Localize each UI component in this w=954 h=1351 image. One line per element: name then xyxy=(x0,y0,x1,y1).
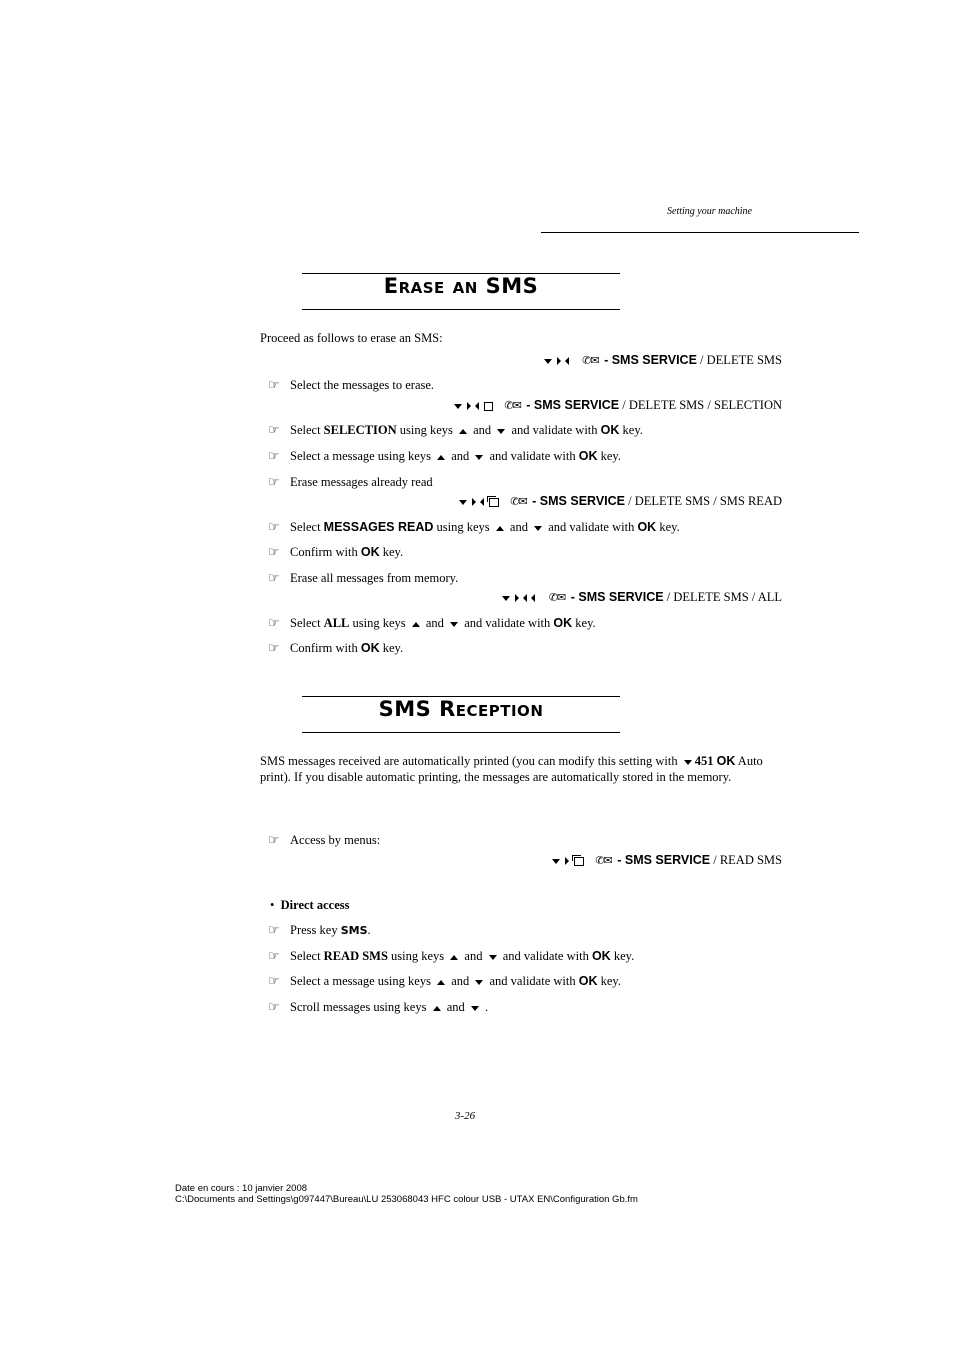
up-arrow-icon xyxy=(459,429,467,434)
section-title-erase: Erase an SMS xyxy=(383,274,539,298)
up-arrow-icon xyxy=(412,622,420,627)
right-arrow-icon xyxy=(515,594,519,602)
menu-path-delete-sms: ✆✉ - SMS SERVICE / DELETE SMS xyxy=(541,352,782,368)
down-arrow-icon xyxy=(684,760,692,765)
sms-service-icon: ✆✉ xyxy=(504,399,521,413)
erase-intro: Proceed as follows to erase an SMS: xyxy=(260,331,443,345)
down-arrow-icon xyxy=(489,955,497,960)
right-arrow-icon xyxy=(467,402,471,410)
right-arrow-icon xyxy=(565,857,569,865)
pointing-hand-icon: ☞ xyxy=(268,423,280,438)
pointing-hand-icon: ☞ xyxy=(268,641,280,656)
up-arrow-icon xyxy=(496,526,504,531)
pointing-hand-icon: ☞ xyxy=(268,949,280,964)
down-arrow-icon xyxy=(454,404,462,409)
down-arrow-icon xyxy=(497,429,505,434)
sms-service-icon: ✆✉ xyxy=(510,495,527,509)
pointing-hand-icon: ☞ xyxy=(268,378,280,393)
pointing-hand-icon: ☞ xyxy=(268,520,280,535)
down-arrow-icon xyxy=(471,1006,479,1011)
sms-service-icon: ✆✉ xyxy=(582,354,599,368)
down-arrow-icon xyxy=(534,526,542,531)
down-arrow-icon xyxy=(552,859,560,864)
menu-path-read-sms: ✆✉ - SMS SERVICE / READ SMS xyxy=(549,852,782,868)
up-arrow-icon xyxy=(437,455,445,460)
step-select-message-2: ☞ Select a message using keys and and validate with OK key. xyxy=(268,974,621,989)
pointing-hand-icon: ☞ xyxy=(268,616,280,631)
section-rule-bottom xyxy=(302,309,620,310)
step-erase-read: ☞ Erase messages already read xyxy=(268,475,433,490)
step-select-read-sms: ☞ Select READ SMS using keys and and validate with OK key. xyxy=(268,949,635,964)
window-icon xyxy=(574,857,584,866)
up-arrow-icon xyxy=(437,980,445,985)
pointing-hand-icon: ☞ xyxy=(268,545,280,560)
menu-path-sms-read: ✆✉ - SMS SERVICE / DELETE SMS / SMS READ xyxy=(456,493,782,509)
right-arrow-icon xyxy=(557,357,561,365)
page-number: 3-26 xyxy=(454,1110,476,1122)
up-arrow-icon xyxy=(433,1006,441,1011)
footer-date: Date en cours : 10 janvier 2008 xyxy=(175,1183,308,1194)
step-press-key: ☞ Press key SMS. xyxy=(268,923,371,938)
sms-service-icon: ✆✉ xyxy=(595,854,612,868)
left-arrow-icon xyxy=(531,594,535,602)
menu-path-all: ✆✉ - SMS SERVICE / DELETE SMS / ALL xyxy=(499,589,782,605)
header-rule xyxy=(541,232,859,233)
bullet-icon: • xyxy=(270,898,281,912)
sms-service-icon: ✆✉ xyxy=(548,591,566,605)
left-arrow-icon xyxy=(565,357,569,365)
step-select-all: ☞ Select ALL using keys and and validate with OK key. xyxy=(268,616,596,631)
down-arrow-icon xyxy=(450,622,458,627)
pointing-hand-icon: ☞ xyxy=(268,449,280,464)
reception-paragraph: SMS messages received are automatically printed (you can modify this setting with 451 OK Auto print). If you disable automatic printing, the messages are automatically stored in the memory. xyxy=(260,754,763,784)
square-icon xyxy=(484,402,493,411)
down-arrow-icon xyxy=(502,596,510,601)
step-select-selection: ☞ Select SELECTION using keys and and validate with OK key. xyxy=(268,423,643,438)
step-scroll-messages: ☞ Scroll messages using keys and . xyxy=(268,1000,489,1015)
left-arrow-icon xyxy=(480,498,484,506)
step-erase-all: ☞ Erase all messages from memory. xyxy=(268,571,459,586)
left-arrow-icon xyxy=(475,402,479,410)
down-arrow-icon xyxy=(475,455,483,460)
step-select-messages-read: ☞ Select MESSAGES READ using keys and and validate with OK key. xyxy=(268,520,680,535)
running-header: Setting your machine xyxy=(667,206,752,217)
pointing-hand-icon: ☞ xyxy=(268,475,280,490)
down-arrow-icon xyxy=(459,500,467,505)
down-arrow-icon xyxy=(475,980,483,985)
pointing-hand-icon: ☞ xyxy=(268,1000,280,1015)
step-select-message-1: ☞ Select a message using keys and and validate with OK key. xyxy=(268,449,621,464)
step-confirm-2: ☞ Confirm with OK key. xyxy=(268,641,404,656)
direct-access-heading: • Direct access xyxy=(270,898,350,912)
section-title-reception: SMS Reception xyxy=(378,697,544,721)
pointing-hand-icon: ☞ xyxy=(268,571,280,586)
footer-path: C:\Documents and Settings\g097447\Bureau\LU 253068043 HFC colour USB - UTAX EN\Configuration Gb.fm xyxy=(175,1194,638,1205)
right-arrow-icon xyxy=(472,498,476,506)
up-arrow-icon xyxy=(450,955,458,960)
pointing-hand-icon: ☞ xyxy=(268,974,280,989)
step-access-menus: ☞ Access by menus: xyxy=(268,833,381,848)
pointing-hand-icon: ☞ xyxy=(268,833,280,848)
window-icon xyxy=(489,498,499,507)
step-select-messages: ☞ Select the messages to erase. xyxy=(268,378,435,393)
sms-key-icon: SMS xyxy=(340,924,368,937)
down-arrow-icon xyxy=(544,359,552,364)
step-confirm-1: ☞ Confirm with OK key. xyxy=(268,545,404,560)
section-rule-bottom xyxy=(302,732,620,733)
left-arrow-icon xyxy=(523,594,527,602)
menu-path-selection: ✆✉ - SMS SERVICE / DELETE SMS / SELECTION xyxy=(451,397,782,413)
pointing-hand-icon: ☞ xyxy=(268,923,280,938)
